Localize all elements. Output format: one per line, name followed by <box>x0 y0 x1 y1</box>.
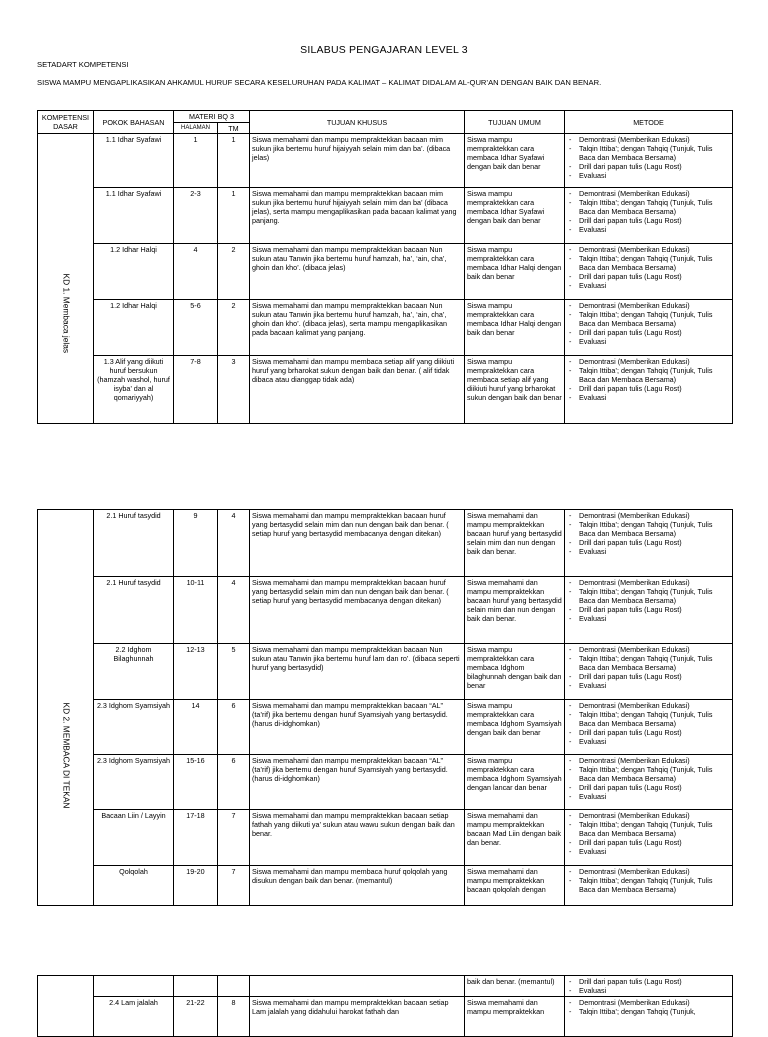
halaman-cell: 10-11 <box>174 577 218 644</box>
metode-list <box>567 578 730 623</box>
tujuan-khusus-cell: Siswa memahami dan mampu mempraktekkan bacaan Nun sukun atau Tanwin jika bertemu huruf hamzah, ha’, ‘ain, cha’, ghoin dan kho’. (dibaca jelas) <box>250 244 465 300</box>
metode-list <box>567 135 730 180</box>
table-row <box>38 300 733 356</box>
metode-item: - Talqin Ittiba’; dengan Tahqiq (Tunjuk, Tulis Baca dan Membaca Bersama) <box>567 520 730 538</box>
metode-cell <box>565 810 733 866</box>
metode-item: - Talqin Ittiba’; dengan Tahqiq (Tunjuk, Tulis Baca dan Membaca Bersama) <box>567 710 730 728</box>
metode-item: - Talqin Ittiba’; dengan Tahqiq (Tunjuk, Tulis Baca dan Membaca Bersama) <box>567 820 730 838</box>
metode-item: - Drill dari papan tulis (Lagu Rost) <box>567 783 730 792</box>
tujuan-khusus-cell: Siswa memahami dan mampu mempraktekkan bacaan mim sukun jika bertemu huruf hijaiyyah selain mim dan ba’ (dibaca jelas), serta mampu mengaplikasikan pada bacaan kalimat yang panjang. <box>250 188 465 244</box>
metode-item: - Evaluasi <box>567 847 730 856</box>
header-kompetensi-dasar: KOMPETENSI DASAR <box>38 111 94 134</box>
pokok-bahasan-cell: 2.1 Huruf tasydid <box>94 510 174 577</box>
metode-item: - Talqin Ittiba’; dengan Tahqiq (Tunjuk, <box>567 1007 730 1016</box>
header-metode: METODE <box>565 111 733 134</box>
metode-item: - Demontrasi (Memberikan Edukasi) <box>567 189 730 198</box>
kompetensi-dasar-cell <box>38 134 94 424</box>
metode-cell <box>565 866 733 906</box>
pokok-bahasan-cell: 2.4 Lam jalalah <box>94 997 174 1037</box>
metode-item: - Talqin Ittiba’; dengan Tahqiq (Tunjuk, Tulis Baca dan Membaca Bersama) <box>567 654 730 672</box>
pokok-bahasan-cell: 1.1 Idhar Syafawi <box>94 134 174 188</box>
pokok-bahasan-cell: Qolqolah <box>94 866 174 906</box>
halaman-cell: 12-13 <box>174 644 218 700</box>
metode-item: - Drill dari papan tulis (Lagu Rost) <box>567 162 730 171</box>
metode-list <box>567 189 730 234</box>
metode-item: - Evaluasi <box>567 281 730 290</box>
metode-item: - Demontrasi (Memberikan Edukasi) <box>567 511 730 520</box>
pokok-bahasan-cell: 1.1 Idhar Syafawi <box>94 188 174 244</box>
metode-list <box>567 756 730 801</box>
halaman-cell: 4 <box>174 244 218 300</box>
metode-item: - Drill dari papan tulis (Lagu Rost) <box>567 384 730 393</box>
metode-cell <box>565 244 733 300</box>
halaman-cell: 14 <box>174 700 218 755</box>
metode-item: - Evaluasi <box>567 225 730 234</box>
table-row <box>38 976 733 997</box>
header-pokok-bahasan: POKOK BAHASAN <box>94 111 174 134</box>
table-row <box>38 755 733 810</box>
table-row <box>38 577 733 644</box>
tm-cell: 2 <box>218 244 250 300</box>
tujuan-umum-cell: Siswa memahami dan mampu mempraktekkan <box>465 997 565 1037</box>
tujuan-umum-cell: Siswa mampu mempraktekkan cara membaca Idhar Syafawi dengan baik dan benar <box>465 134 565 188</box>
metode-cell <box>565 356 733 424</box>
tm-cell: 2 <box>218 300 250 356</box>
halaman-cell: 7-8 <box>174 356 218 424</box>
header-tujuan-khusus: TUJUAN KHUSUS <box>250 111 465 134</box>
metode-item: - Demontrasi (Memberikan Edukasi) <box>567 701 730 710</box>
metode-list <box>567 511 730 556</box>
metode-item: - Drill dari papan tulis (Lagu Rost) <box>567 672 730 681</box>
metode-item: - Evaluasi <box>567 681 730 690</box>
halaman-cell: 15-16 <box>174 755 218 810</box>
kompetensi-dasar-cell <box>38 976 94 1037</box>
metode-item: - Demontrasi (Memberikan Edukasi) <box>567 645 730 654</box>
metode-item: - Drill dari papan tulis (Lagu Rost) <box>567 328 730 337</box>
tm-cell <box>218 976 250 997</box>
metode-item: - Demontrasi (Memberikan Edukasi) <box>567 811 730 820</box>
metode-item: - Demontrasi (Memberikan Edukasi) <box>567 301 730 310</box>
table-row <box>38 700 733 755</box>
tujuan-khusus-cell: Siswa memahami dan mampu mempraktekkan bacaan Nun sukun atau Tanwin jika bertemu huruf hamzah, ha’, ‘ain, cha’, ghoin dan kho’. (dibaca jelas), serta mampu mengaplikasikan pada bacaan kalimat yang panjang. <box>250 300 465 356</box>
halaman-cell: 2-3 <box>174 188 218 244</box>
metode-list <box>567 357 730 402</box>
halaman-cell: 5-6 <box>174 300 218 356</box>
table-row <box>38 188 733 244</box>
tujuan-umum-cell: Siswa mampu mempraktekkan cara membaca Idhar Syafawi dengan baik dan benar <box>465 188 565 244</box>
metode-item: - Talqin Ittiba’; dengan Tahqiq (Tunjuk, Tulis Baca dan Membaca Bersama) <box>567 366 730 384</box>
metode-item: - Evaluasi <box>567 171 730 180</box>
tm-cell: 1 <box>218 188 250 244</box>
tujuan-khusus-cell <box>250 976 465 997</box>
tm-cell: 4 <box>218 510 250 577</box>
tujuan-umum-cell: baik dan benar. (memantul) <box>465 976 565 997</box>
metode-item: - Talqin Ittiba’; dengan Tahqiq (Tunjuk, Tulis Baca dan Membaca Bersama) <box>567 876 730 894</box>
metode-item: - Evaluasi <box>567 337 730 346</box>
tujuan-khusus-cell: Siswa memahami dan mampu mempraktekkan bacaan setiap Lam jalalah yang didahului harokat fathah dan <box>250 997 465 1037</box>
tm-cell: 6 <box>218 755 250 810</box>
syllabus-table-2 <box>37 509 733 906</box>
metode-item: - Demontrasi (Memberikan Edukasi) <box>567 135 730 144</box>
tm-cell: 7 <box>218 866 250 906</box>
standard-statement: SISWA MAMPU MENGAPLIKASIKAN AHKAMUL HURUF SECARA KESELURUHAN PADA KALIMAT – KALIMAT DIDALAM AL-QUR’AN DENGAN BAIK DAN BENAR. <box>37 78 602 87</box>
pokok-bahasan-cell: 1.2 Idhar Halqi <box>94 244 174 300</box>
table-row <box>38 810 733 866</box>
document-title: SILABUS PENGAJARAN LEVEL 3 <box>300 44 468 56</box>
header-tm: TM <box>218 123 250 134</box>
metode-cell <box>565 976 733 997</box>
tujuan-umum-cell: Siswa memahami dan mampu mempraktekkan bacaan huruf yang bertasydid selain mim dan nun dengan baik dan benar. <box>465 577 565 644</box>
metode-item: - Demontrasi (Memberikan Edukasi) <box>567 756 730 765</box>
pokok-bahasan-cell: 2.3 Idghom Syamsiyah <box>94 700 174 755</box>
pokok-bahasan-cell: 1.3 Alif yang diikuti huruf bersukun (hamzah washol, huruf isyba’ dan al qomariyyah) <box>94 356 174 424</box>
tujuan-khusus-cell: Siswa memahami dan mampu mempraktekkan bacaan huruf yang bertasydid selain mim dan nun dengan baik dan benar. ( setiap huruf yang bertasydid membacanya dengan ditekan) <box>250 577 465 644</box>
metode-item: - Evaluasi <box>567 393 730 402</box>
table-row <box>38 866 733 906</box>
metode-list <box>567 701 730 746</box>
header-materi: MATERI BQ 3 <box>174 111 250 123</box>
header-halaman: HALAMAN <box>174 123 218 134</box>
metode-item: - Demontrasi (Memberikan Edukasi) <box>567 578 730 587</box>
metode-list <box>567 245 730 290</box>
metode-item: - Drill dari papan tulis (Lagu Rost) <box>567 728 730 737</box>
tm-cell: 4 <box>218 577 250 644</box>
tujuan-khusus-cell: Siswa memahami dan mampu membaca setiap alif yang diikiuti huruf yang brharokat sukun dengan baik dan benar. ( alif tidak dibaca atau dianggap tidak ada) <box>250 356 465 424</box>
tujuan-khusus-cell: Siswa memahami dan mampu mempraktekkan bacaan huruf yang bertasydid selain mim dan nun dengan baik dan benar. ( setiap huruf yang bertasydid membacanya dengan ditekan) <box>250 510 465 577</box>
halaman-cell <box>174 976 218 997</box>
metode-item: - Demontrasi (Memberikan Edukasi) <box>567 245 730 254</box>
metode-item: - Evaluasi <box>567 547 730 556</box>
tm-cell: 3 <box>218 356 250 424</box>
tujuan-khusus-cell: Siswa memahami dan mampu mempraktekkan bacaan “AL” (ta’rif) jika bertemu dengan huruf Syamsiyah yang bertasydid. (harus di-idghomkan) <box>250 755 465 810</box>
table-row <box>38 997 733 1037</box>
metode-cell <box>565 997 733 1037</box>
metode-item: - Drill dari papan tulis (Lagu Rost) <box>567 272 730 281</box>
kompetensi-dasar-cell <box>38 510 94 906</box>
metode-cell <box>565 577 733 644</box>
metode-item: - Evaluasi <box>567 737 730 746</box>
metode-list <box>567 301 730 346</box>
tujuan-khusus-cell: Siswa memahami dan mampu mempraktekkan bacaan setiap fathah yang diikuti ya’ sukun atau wawu sukun dengan baik dan benar. <box>250 810 465 866</box>
table-row <box>38 244 733 300</box>
metode-item: - Drill dari papan tulis (Lagu Rost) <box>567 838 730 847</box>
kompetensi-dasar-label: KD 1. Membaca jelas <box>61 273 71 354</box>
metode-item: - Talqin Ittiba’; dengan Tahqiq (Tunjuk, Tulis Baca dan Membaca Bersama) <box>567 587 730 605</box>
metode-cell <box>565 700 733 755</box>
tujuan-umum-cell: Siswa mampu mempraktekkan cara membaca Idghom Syamsiyah dengan baik dan benar <box>465 700 565 755</box>
syllabus-table-1 <box>37 110 733 424</box>
metode-item: - Talqin Ittiba’; dengan Tahqiq (Tunjuk, Tulis Baca dan Membaca Bersama) <box>567 198 730 216</box>
metode-list <box>567 998 730 1016</box>
metode-item: - Drill dari papan tulis (Lagu Rost) <box>567 538 730 547</box>
header-tujuan-umum: TUJUAN UMUM <box>465 111 565 134</box>
pokok-bahasan-cell: 2.1 Huruf tasydid <box>94 577 174 644</box>
tujuan-umum-cell: Siswa mampu mempraktekkan cara membaca Idghom Syamsiyah dengan lancar dan benar <box>465 755 565 810</box>
tm-cell: 7 <box>218 810 250 866</box>
metode-cell <box>565 188 733 244</box>
tujuan-khusus-cell: Siswa memahami dan mampu membaca huruf qolqolah yang disukun dengan baik dan benar. (memantul) <box>250 866 465 906</box>
metode-list <box>567 645 730 690</box>
tujuan-khusus-cell: Siswa memahami dan mampu mempraktekkan bacaan Nun sukun atau Tanwin jika bertemu huruf lam dan ro’. (dibaca seperti huruf yang bertasydid) <box>250 644 465 700</box>
tujuan-umum-cell: Siswa mampu mempraktekkan cara membaca Idhar Halqi dengan baik dan benar <box>465 300 565 356</box>
halaman-cell: 19-20 <box>174 866 218 906</box>
metode-item: - Drill dari papan tulis (Lagu Rost) <box>567 216 730 225</box>
metode-item: - Demontrasi (Memberikan Edukasi) <box>567 867 730 876</box>
tujuan-umum-cell: Siswa memahami dan mampu mempraktekkan bacaan huruf yang bertasydid selain mim dan nun dengan baik dan benar. <box>465 510 565 577</box>
metode-cell <box>565 134 733 188</box>
tujuan-umum-cell: Siswa mampu mempraktekkan cara membaca setiap alif yang diikiuti huruf yang brharokat sukun dengan baik dan benar <box>465 356 565 424</box>
table-row <box>38 644 733 700</box>
tm-cell: 1 <box>218 134 250 188</box>
metode-cell <box>565 755 733 810</box>
tm-cell: 8 <box>218 997 250 1037</box>
metode-item: - Talqin Ittiba’; dengan Tahqiq (Tunjuk, Tulis Baca dan Membaca Bersama) <box>567 765 730 783</box>
metode-item: - Evaluasi <box>567 614 730 623</box>
metode-list <box>567 977 730 995</box>
metode-list <box>567 811 730 856</box>
pokok-bahasan-cell: 2.2 Idghom Bilaghunnah <box>94 644 174 700</box>
standard-heading: SETADART KOMPETENSI <box>37 60 129 69</box>
table-row <box>38 356 733 424</box>
pokok-bahasan-cell: 1.2 Idhar Halqi <box>94 300 174 356</box>
metode-item: - Demontrasi (Memberikan Edukasi) <box>567 998 730 1007</box>
tujuan-umum-cell: Siswa mampu mempraktekkan cara membaca Idghom bilaghunnah dengan baik dan benar <box>465 644 565 700</box>
table-row <box>38 510 733 577</box>
tujuan-umum-cell: Siswa memahami dan mampu mempraktekkan bacaan qolqolah dengan <box>465 866 565 906</box>
metode-list <box>567 867 730 894</box>
metode-cell <box>565 644 733 700</box>
metode-item: - Talqin Ittiba’; dengan Tahqiq (Tunjuk, Tulis Baca dan Membaca Bersama) <box>567 310 730 328</box>
halaman-cell: 17-18 <box>174 810 218 866</box>
halaman-cell: 1 <box>174 134 218 188</box>
tujuan-khusus-cell: Siswa memahami dan mampu mempraktekkan bacaan mim sukun jika bertemu huruf hijaiyyah selain mim dan ba’. (dibaca jelas) <box>250 134 465 188</box>
metode-item: - Talqin Ittiba’; dengan Tahqiq (Tunjuk, Tulis Baca dan Membaca Bersama) <box>567 144 730 162</box>
syllabus-table-3 <box>37 975 733 1037</box>
metode-cell <box>565 300 733 356</box>
kompetensi-dasar-label: KD 2. MEMBACA DI TEKAN <box>61 702 71 809</box>
tm-cell: 5 <box>218 644 250 700</box>
metode-cell <box>565 510 733 577</box>
tm-cell: 6 <box>218 700 250 755</box>
metode-item: - Drill dari papan tulis (Lagu Rost) <box>567 605 730 614</box>
tujuan-umum-cell: Siswa memahami dan mampu mempraktekkan bacaan Mad Liin dengan baik dan benar. <box>465 810 565 866</box>
metode-item: - Drill dari papan tulis (Lagu Rost) <box>567 977 730 986</box>
metode-item: - Talqin Ittiba’; dengan Tahqiq (Tunjuk, Tulis Baca dan Membaca Bersama) <box>567 254 730 272</box>
tujuan-khusus-cell: Siswa memahami dan mampu mempraktekkan bacaan “AL” (ta’rif) jika bertemu dengan huruf Syamsiyah yang bertasydid. (harus di-idghomkan) <box>250 700 465 755</box>
tujuan-umum-cell: Siswa mampu mempraktekkan cara membaca Idhar Halqi dengan baik dan benar <box>465 244 565 300</box>
pokok-bahasan-cell <box>94 976 174 997</box>
halaman-cell: 21-22 <box>174 997 218 1037</box>
metode-item: - Demontrasi (Memberikan Edukasi) <box>567 357 730 366</box>
pokok-bahasan-cell: Bacaan Liin / Layyin <box>94 810 174 866</box>
pokok-bahasan-cell: 2.3 Idghom Syamsiyah <box>94 755 174 810</box>
metode-item: - Evaluasi <box>567 986 730 995</box>
metode-item: - Evaluasi <box>567 792 730 801</box>
halaman-cell: 9 <box>174 510 218 577</box>
table-row <box>38 134 733 188</box>
